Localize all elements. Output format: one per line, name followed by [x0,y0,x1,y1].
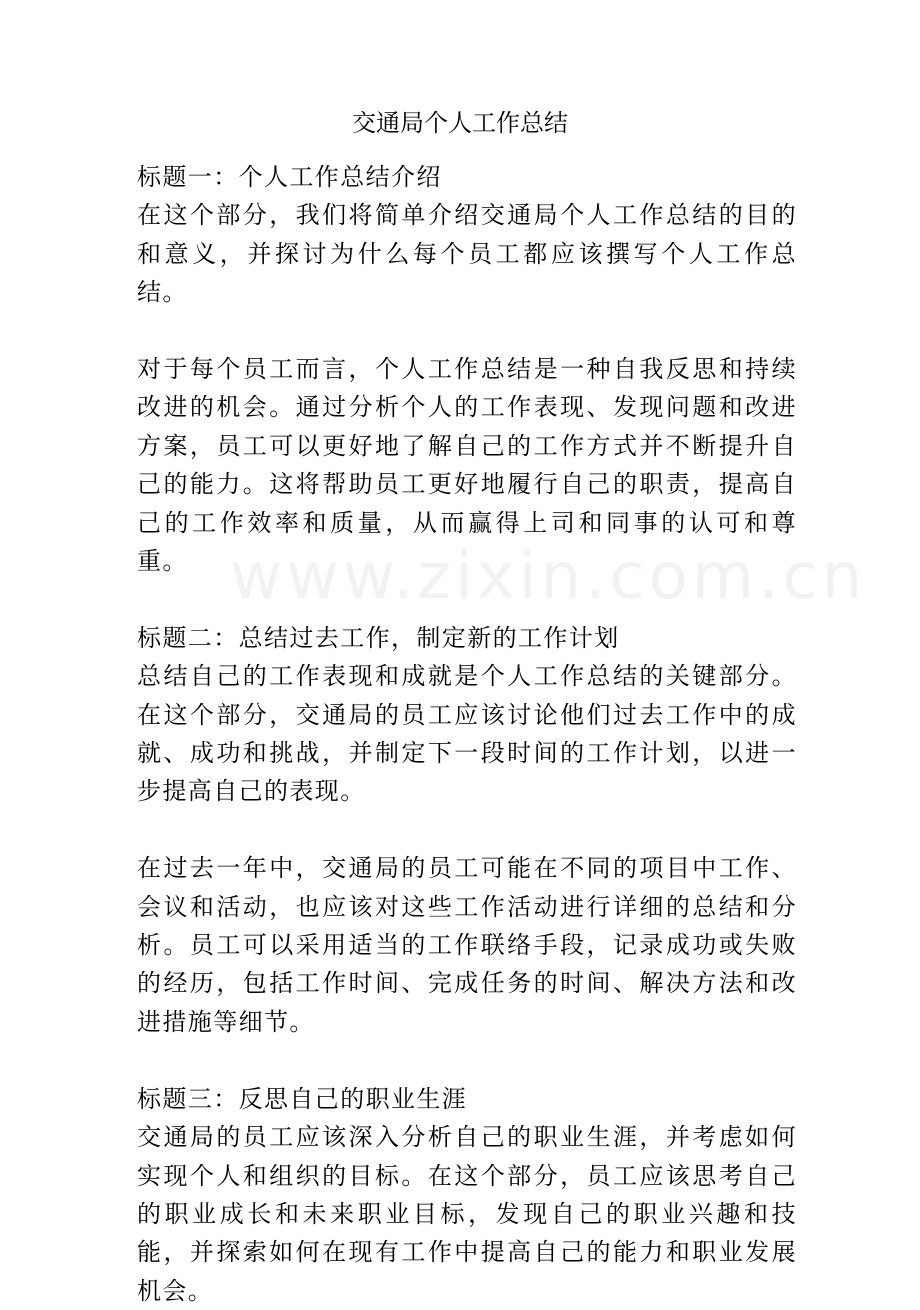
paragraph: 在过去一年中，交通局的员工可能在不同的项目中工作、会议和活动，也应该对这些工作活动进行详细的总结和分析。员工可以采用适当的工作联络手段，记录成功或失败的经历，包括工作时间、完成任务的时间、解决方法和改进措施等细节。 [137,854,797,1036]
section-heading: 标题一：个人工作总结介绍 [137,163,442,191]
paragraph-spacer [137,580,797,618]
section-heading: 标题二：总结过去工作，制定新的工作计划 [137,623,620,652]
paragraph: 总结自己的工作表现和成就是个人工作总结的关键部分。在这个部分，交通局的员工应该讨论他们过去工作中的成就、成功和挑战，并制定下一段时间的工作计划，以进一步提高自己的表现。 [137,662,797,806]
paragraph: 交通局的员工应该深入分析自己的职业生涯，并考虑如何实现个人和组织的目标。在这个部分，员工应该思考自己的职业成长和未来职业目标，发现自己的职业兴趣和技能，并探索如何在现有工作中提高自己的能力和职业发展机会。 [137,1123,797,1305]
section-2 [137,619,797,1080]
section-heading: 标题三：反思自己的职业生涯 [137,1084,468,1113]
paragraph-spacer [137,1041,797,1079]
section-1 [137,158,797,619]
paragraph-spacer [137,811,797,849]
section-3 [137,1080,797,1310]
watermark: www.zixin.com.cn [230,540,867,614]
paragraph-spacer [137,312,797,350]
document-body [137,158,797,1310]
paragraph: 对于每个员工而言，个人工作总结是一种自我反思和持续改进的机会。通过分析个人的工作表现、发现问题和改进方案，员工可以更好地了解自己的工作方式并不断提升自己的能力。这将帮助员工更好地履行自己的职责，提高自己的工作效率和质量，从而赢得上司和同事的认可和尊重。 [137,355,797,576]
paragraph: 在这个部分，我们将简单介绍交通局个人工作总结的目的和意义，并探讨为什么每个员工都应该撰写个人工作总结。 [137,201,797,307]
document-title: 交通局个人工作总结 [352,109,568,137]
